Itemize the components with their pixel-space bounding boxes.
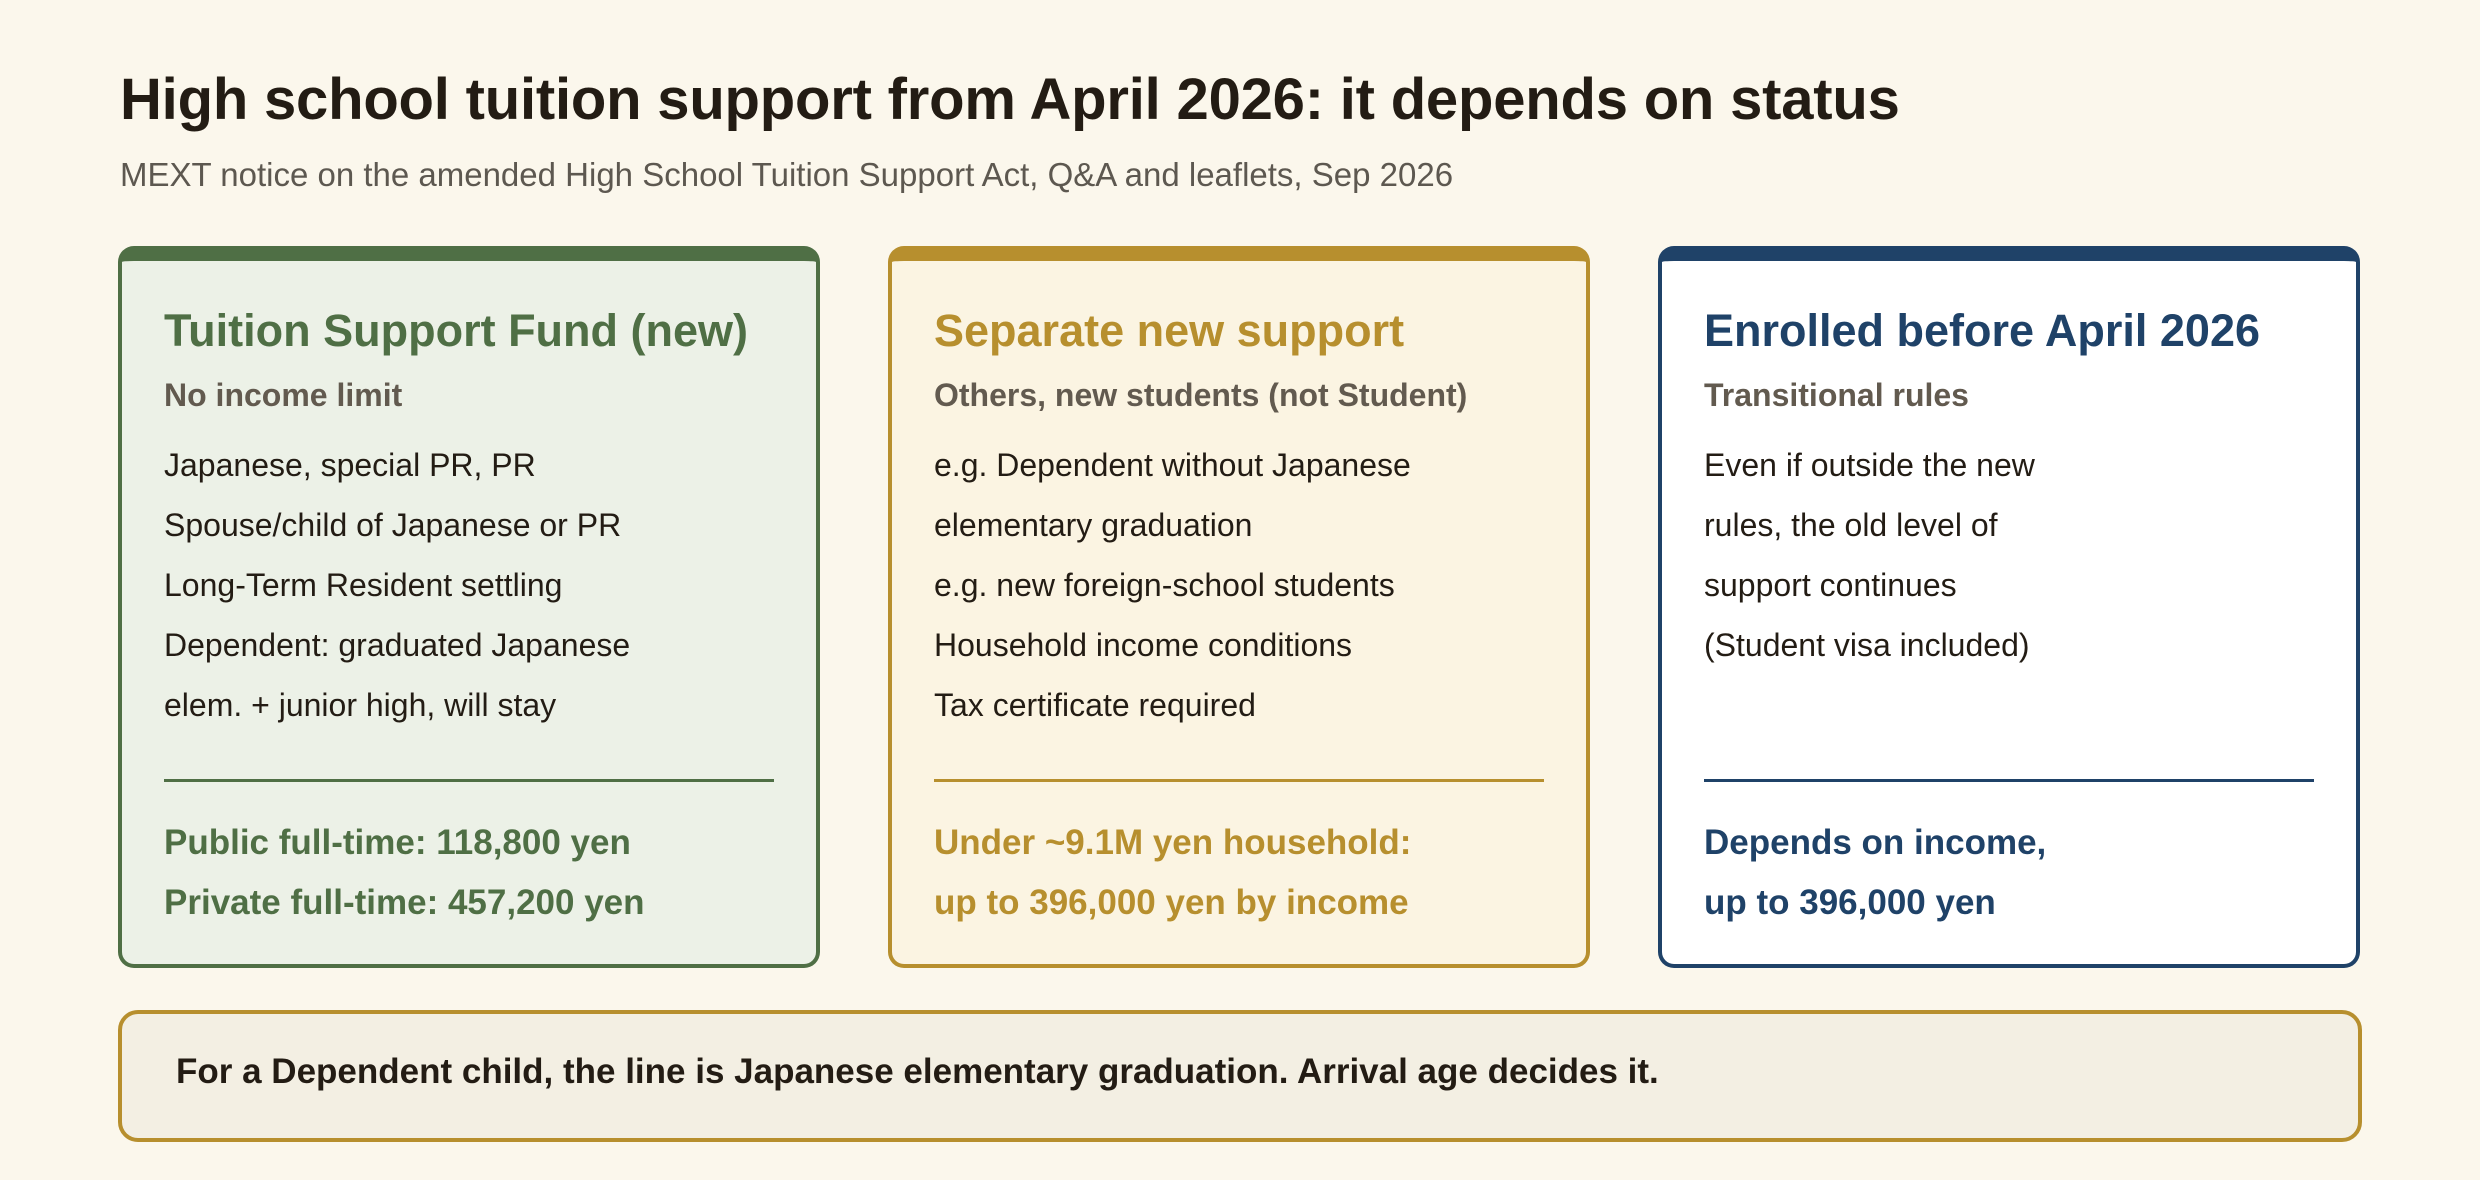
card-detail-list bbox=[164, 435, 630, 735]
card-amount-line: Under ~9.1M yen household: bbox=[934, 823, 1412, 862]
card-separate-new-support bbox=[888, 246, 1590, 968]
card-detail-list bbox=[934, 435, 1411, 735]
card-title: Tuition Support Fund (new) bbox=[164, 305, 749, 356]
card-divider bbox=[934, 779, 1544, 782]
card-subtitle: Transitional rules bbox=[1704, 377, 1969, 413]
card-title: Enrolled before April 2026 bbox=[1704, 305, 2260, 356]
card-amounts bbox=[934, 813, 1411, 933]
card-amount-line: Depends on income, bbox=[1704, 823, 2047, 862]
card-detail-line: Dependent: graduated Japanese bbox=[164, 627, 631, 663]
card-amount-line: Public full-time: 118,800 yen bbox=[164, 823, 631, 862]
card-detail-line: Spouse/child of Japanese or PR bbox=[164, 507, 622, 543]
card-detail-line: Household income conditions bbox=[934, 627, 1353, 663]
card-detail-list bbox=[1704, 435, 2035, 675]
card-enrolled-before-april-2026 bbox=[1658, 246, 2360, 968]
card-detail-line: e.g. Dependent without Japanese bbox=[934, 447, 1411, 483]
card-detail-line: support continues bbox=[1704, 567, 1957, 603]
card-amount-line: up to 396,000 yen bbox=[1704, 883, 1996, 922]
card-detail-line: elementary graduation bbox=[934, 507, 1253, 543]
card-detail-line: Japanese, special PR, PR bbox=[164, 447, 536, 483]
card-tuition-support-fund bbox=[118, 246, 820, 968]
card-amount-line: Private full-time: 457,200 yen bbox=[164, 883, 645, 922]
card-subtitle: Others, new students (not Student) bbox=[934, 377, 1468, 413]
card-amounts bbox=[164, 813, 645, 933]
page-subtitle: MEXT notice on the amended High School Tuition Support Act, Q&A and leaflets, Sep 2026 bbox=[120, 156, 1454, 193]
callout-text: For a Dependent child, the line is Japanese elementary graduation. Arrival age decides it. bbox=[176, 1052, 1659, 1091]
card-detail-line: (Student visa included) bbox=[1704, 627, 2030, 663]
card-subtitle: No income limit bbox=[164, 377, 403, 413]
card-detail-line: elem. + junior high, will stay bbox=[164, 687, 557, 723]
card-detail-line: Long-Term Resident settling bbox=[164, 567, 563, 603]
page-title: High school tuition support from April 2026: it depends on status bbox=[120, 67, 1900, 132]
card-detail-line: Tax certificate required bbox=[934, 687, 1256, 723]
card-detail-line: rules, the old level of bbox=[1704, 507, 1998, 543]
card-detail-line: Even if outside the new bbox=[1704, 447, 2035, 483]
card-divider bbox=[164, 779, 774, 782]
callout-box bbox=[118, 1010, 2362, 1142]
card-amount-line: up to 396,000 yen by income bbox=[934, 883, 1409, 922]
card-detail-line: e.g. new foreign-school students bbox=[934, 567, 1395, 603]
card-amounts bbox=[1704, 813, 2046, 933]
card-title: Separate new support bbox=[934, 305, 1405, 356]
card-divider bbox=[1704, 779, 2314, 782]
